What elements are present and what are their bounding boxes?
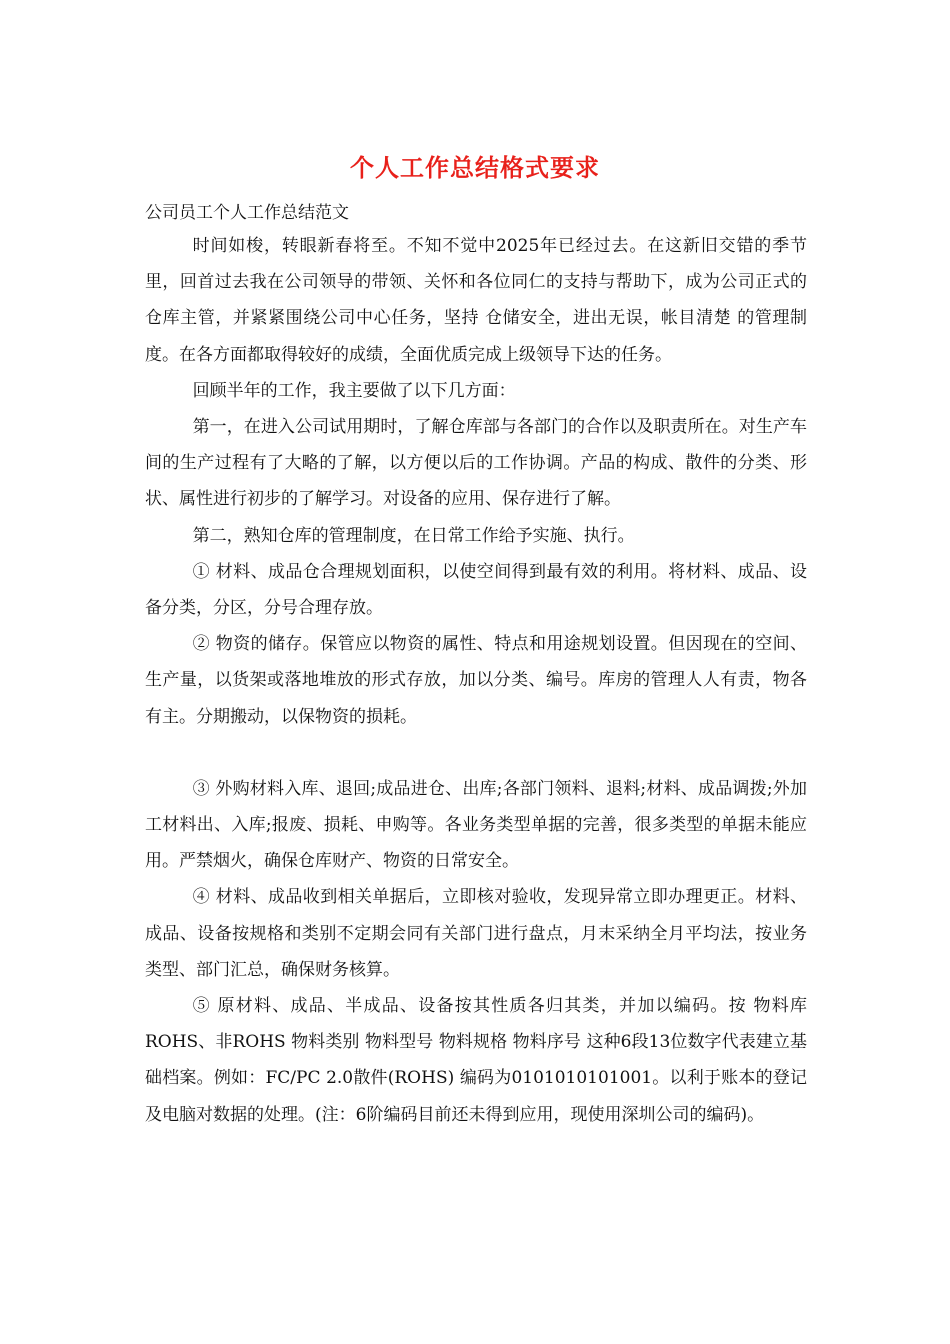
- paragraph-review: 回顾半年的工作，我主要做了以下几方面：: [192, 380, 516, 401]
- document-body: [145, 228, 807, 1133]
- paragraph-item-3: ③ 外购材料入库、退回;成品进仓、出库;各部门领料、退料;材料、成品调拨;外加工材料出、入库;报废、损耗、申购等。各业务类型单据的完善，很多类型的单据未能应用。严禁烟火，确保仓库财产、物资的日常安全。: [145, 778, 807, 872]
- paragraph-item-5: ⑤ 原材料、成品、半成品、设备按其性质各归其类，并加以编码。按 物料库 ROHS、非ROHS 物料类别 物料型号 物料规格 物料序号 这种6段13位数字代表建立基础档案。例如：FC/PC 2.0散件(ROHS) 编码为0101010101001。以利于账本的登记及电脑对数据的处理。(注：6阶编码目前还未得到应用，现使用深圳公司的编码)。: [145, 996, 807, 1125]
- paragraph-item-4: ④ 材料、成品收到相关单据后，立即核对验收，发现异常立即办理更正。材料、成品、设备按规格和类别不定期会同有关部门进行盘点，月末采纳全月平均法，按业务类型、部门汇总，确保财务核算。: [145, 887, 807, 980]
- document-title: 个人工作总结格式要求: [350, 153, 600, 182]
- document-subtitle: 公司员工个人工作总结范文: [145, 203, 349, 223]
- paragraph-item-2: ② 物资的储存。保管应以物资的属性、特点和用途规划设置。但因现在的空间、生产量，以货架或落地堆放的形式存放，加以分类、编号。库房的管理人人有责，物各有主。分期搬动，以保物资的损耗。: [145, 634, 807, 727]
- paragraph-intro: 时间如梭，转眼新春将至。不知不觉中2025年已经过去。在这新旧交错的季节里，回首过去我在公司领导的带领、关怀和各位同仁的支持与帮助下，成为公司正式的仓库主管，并紧紧围绕公司中心任务，坚持 仓储安全，进出无误，帐目清楚 的管理制度。在各方面都取得较好的成绩，全面优质完成上级领导下达的任务。: [145, 236, 807, 365]
- paragraph-first: 第一，在进入公司试用期时，了解仓库部与各部门的合作以及职责所在。对生产车间的生产过程有了大略的了解，以方便以后的工作协调。产品的构成、散件的分类、形状、属性进行初步的了解学习。对设备的应用、保存进行了解。: [145, 417, 807, 510]
- paragraph-second: 第二，熟知仓库的管理制度，在日常工作给予实施、执行。: [192, 525, 635, 546]
- paragraph-item-1: ① 材料、成品仓合理规划面积，以使空间得到最有效的利用。将材料、成品、设备分类，分区，分号合理存放。: [145, 561, 807, 619]
